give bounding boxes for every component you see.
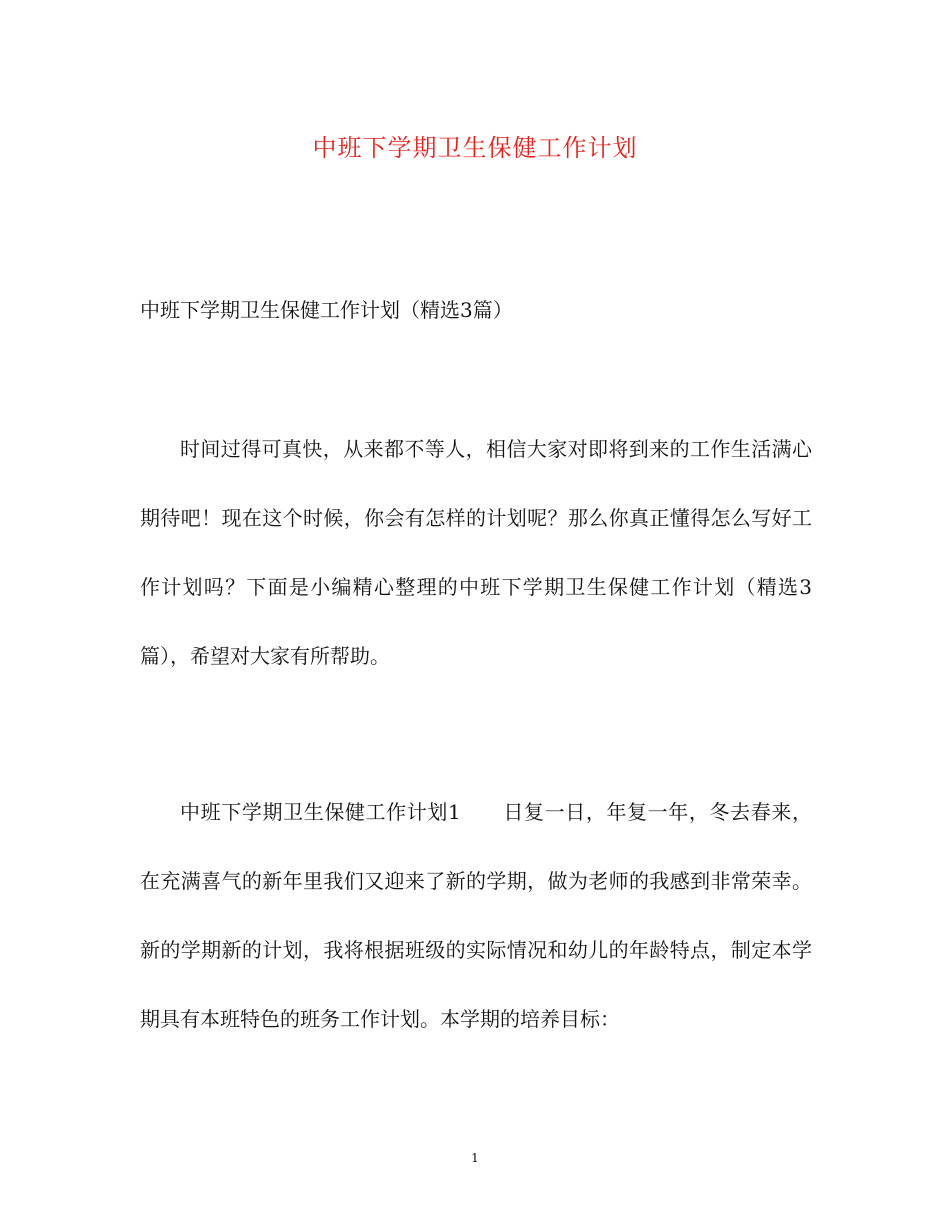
section-1-paragraph bbox=[140, 778, 812, 1054]
document-title: 中班下学期卫生保健工作计划 bbox=[312, 134, 638, 162]
section-1-text: 日复一日，年复一年，冬去春来，在充满喜气的新年里我们又迎来了新的学期，做为老师的我感到非常荣幸。新的学期新的计划，我将根据班级的实际情况和幼儿的年龄特点，制定本学期具有本班特色的班务工作计划。本学期的培养目标： bbox=[140, 800, 812, 1031]
section-1-heading: 中班下学期卫生保健工作计划1 bbox=[180, 800, 461, 824]
intro-paragraph: 时间过得可真快，从来都不等人，相信大家对即将到来的工作生活满心期待吧！现在这个时候，你会有怎样的计划呢？那么你真正懂得怎么写好工作计划吗？下面是小编精心整理的中班下学期卫生保健工作计划（精选3篇），希望对大家有所帮助。 bbox=[140, 437, 812, 668]
page-number: 1 bbox=[471, 1151, 479, 1165]
document-subtitle: 中班下学期卫生保健工作计划（精选3篇） bbox=[140, 298, 513, 322]
